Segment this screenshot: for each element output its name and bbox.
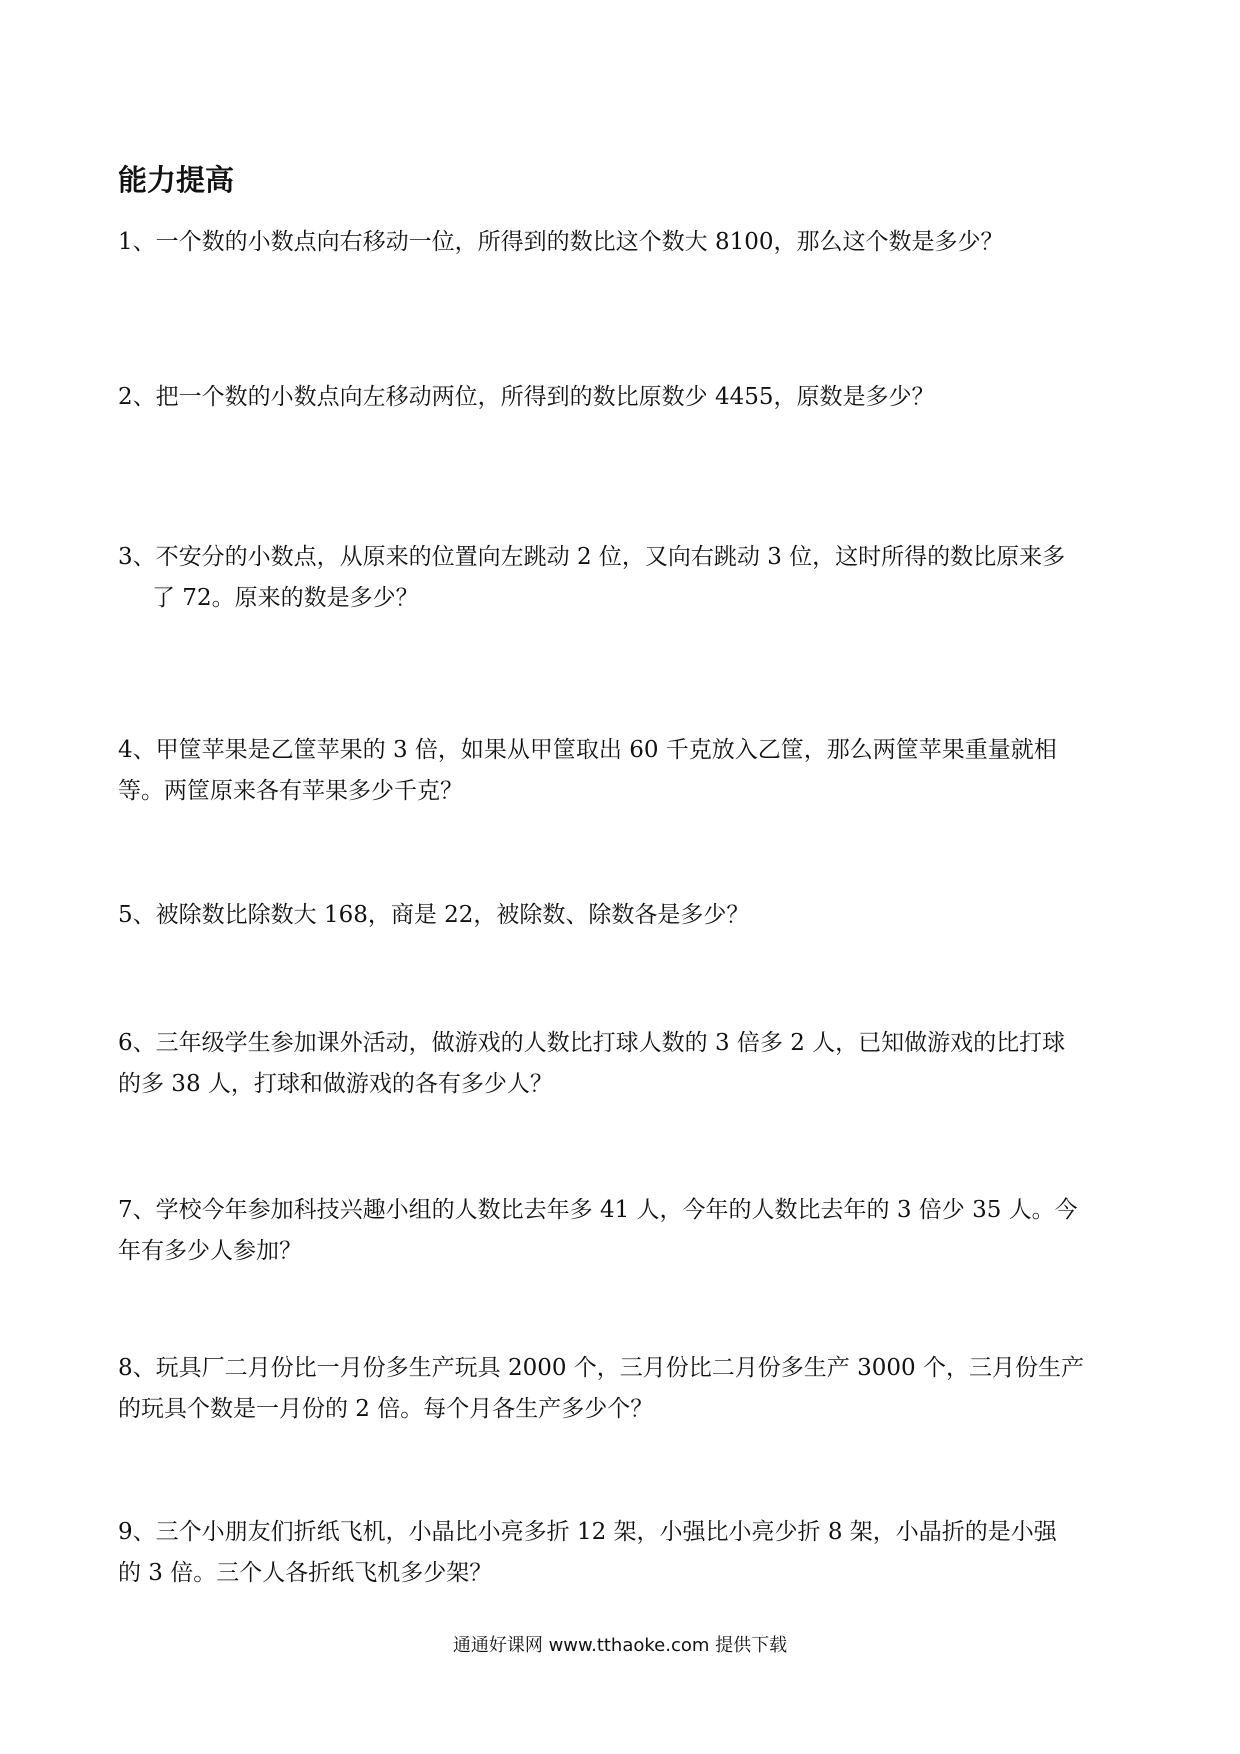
question-1 — [118, 222, 1128, 263]
question-line: 的 3 倍。三个人各折纸飞机多少架？ — [118, 1560, 493, 1586]
question-line: 3、不安分的小数点，从原来的位置向左跳动 2 位，又向右跳动 3 位，这时所得的数比原来多 — [118, 544, 1066, 570]
question-6 — [118, 1023, 1128, 1105]
section-title: 能力提高 — [118, 163, 235, 197]
question-line: 等。两筐原来各有苹果多少千克？ — [118, 778, 463, 804]
question-9 — [118, 1512, 1128, 1594]
page-footer: 通通好课网 www.tthaoke.com 提供下载 — [452, 1635, 788, 1656]
question-2 — [118, 377, 1128, 418]
question-line: 年有多少人参加？ — [118, 1238, 302, 1264]
question-line: 4、甲筐苹果是乙筐苹果的 3 倍，如果从甲筐取出 60 千克放入乙筐，那么两筐苹果重量就相 — [118, 737, 1057, 763]
question-3 — [118, 537, 1128, 619]
question-line: 的多 38 人，打球和做游戏的各有多少人？ — [118, 1071, 553, 1097]
question-line: 了 72。原来的数是多少？ — [152, 585, 419, 611]
question-line: 2、把一个数的小数点向左移动两位，所得到的数比原数少 4455，原数是多少？ — [118, 384, 935, 410]
question-line: 6、三年级学生参加课外活动，做游戏的人数比打球人数的 3 倍多 2 人，已知做游戏的比打球 — [118, 1030, 1066, 1056]
question-8 — [118, 1348, 1128, 1430]
question-line: 8、玩具厂二月份比一月份多生产玩具 2000 个，三月份比二月份多生产 3000 个，三月份生产 — [118, 1355, 1084, 1381]
question-line: 5、被除数比除数大 168，商是 22，被除数、除数各是多少？ — [118, 902, 750, 928]
question-line: 9、三个小朋友们折纸飞机，小晶比小亮多折 12 架，小强比小亮少折 8 架，小晶折的是小强 — [118, 1519, 1057, 1545]
question-line: 的玩具个数是一月份的 2 倍。每个月各生产多少个？ — [118, 1396, 654, 1422]
question-line: 7、学校今年参加科技兴趣小组的人数比去年多 41 人，今年的人数比去年的 3 倍少 35 人。今 — [118, 1197, 1078, 1223]
question-5 — [118, 895, 1128, 936]
question-4 — [118, 730, 1128, 812]
question-line: 1、一个数的小数点向右移动一位，所得到的数比这个数大 8100，那么这个数是多少？ — [118, 229, 1004, 255]
question-7 — [118, 1190, 1128, 1272]
